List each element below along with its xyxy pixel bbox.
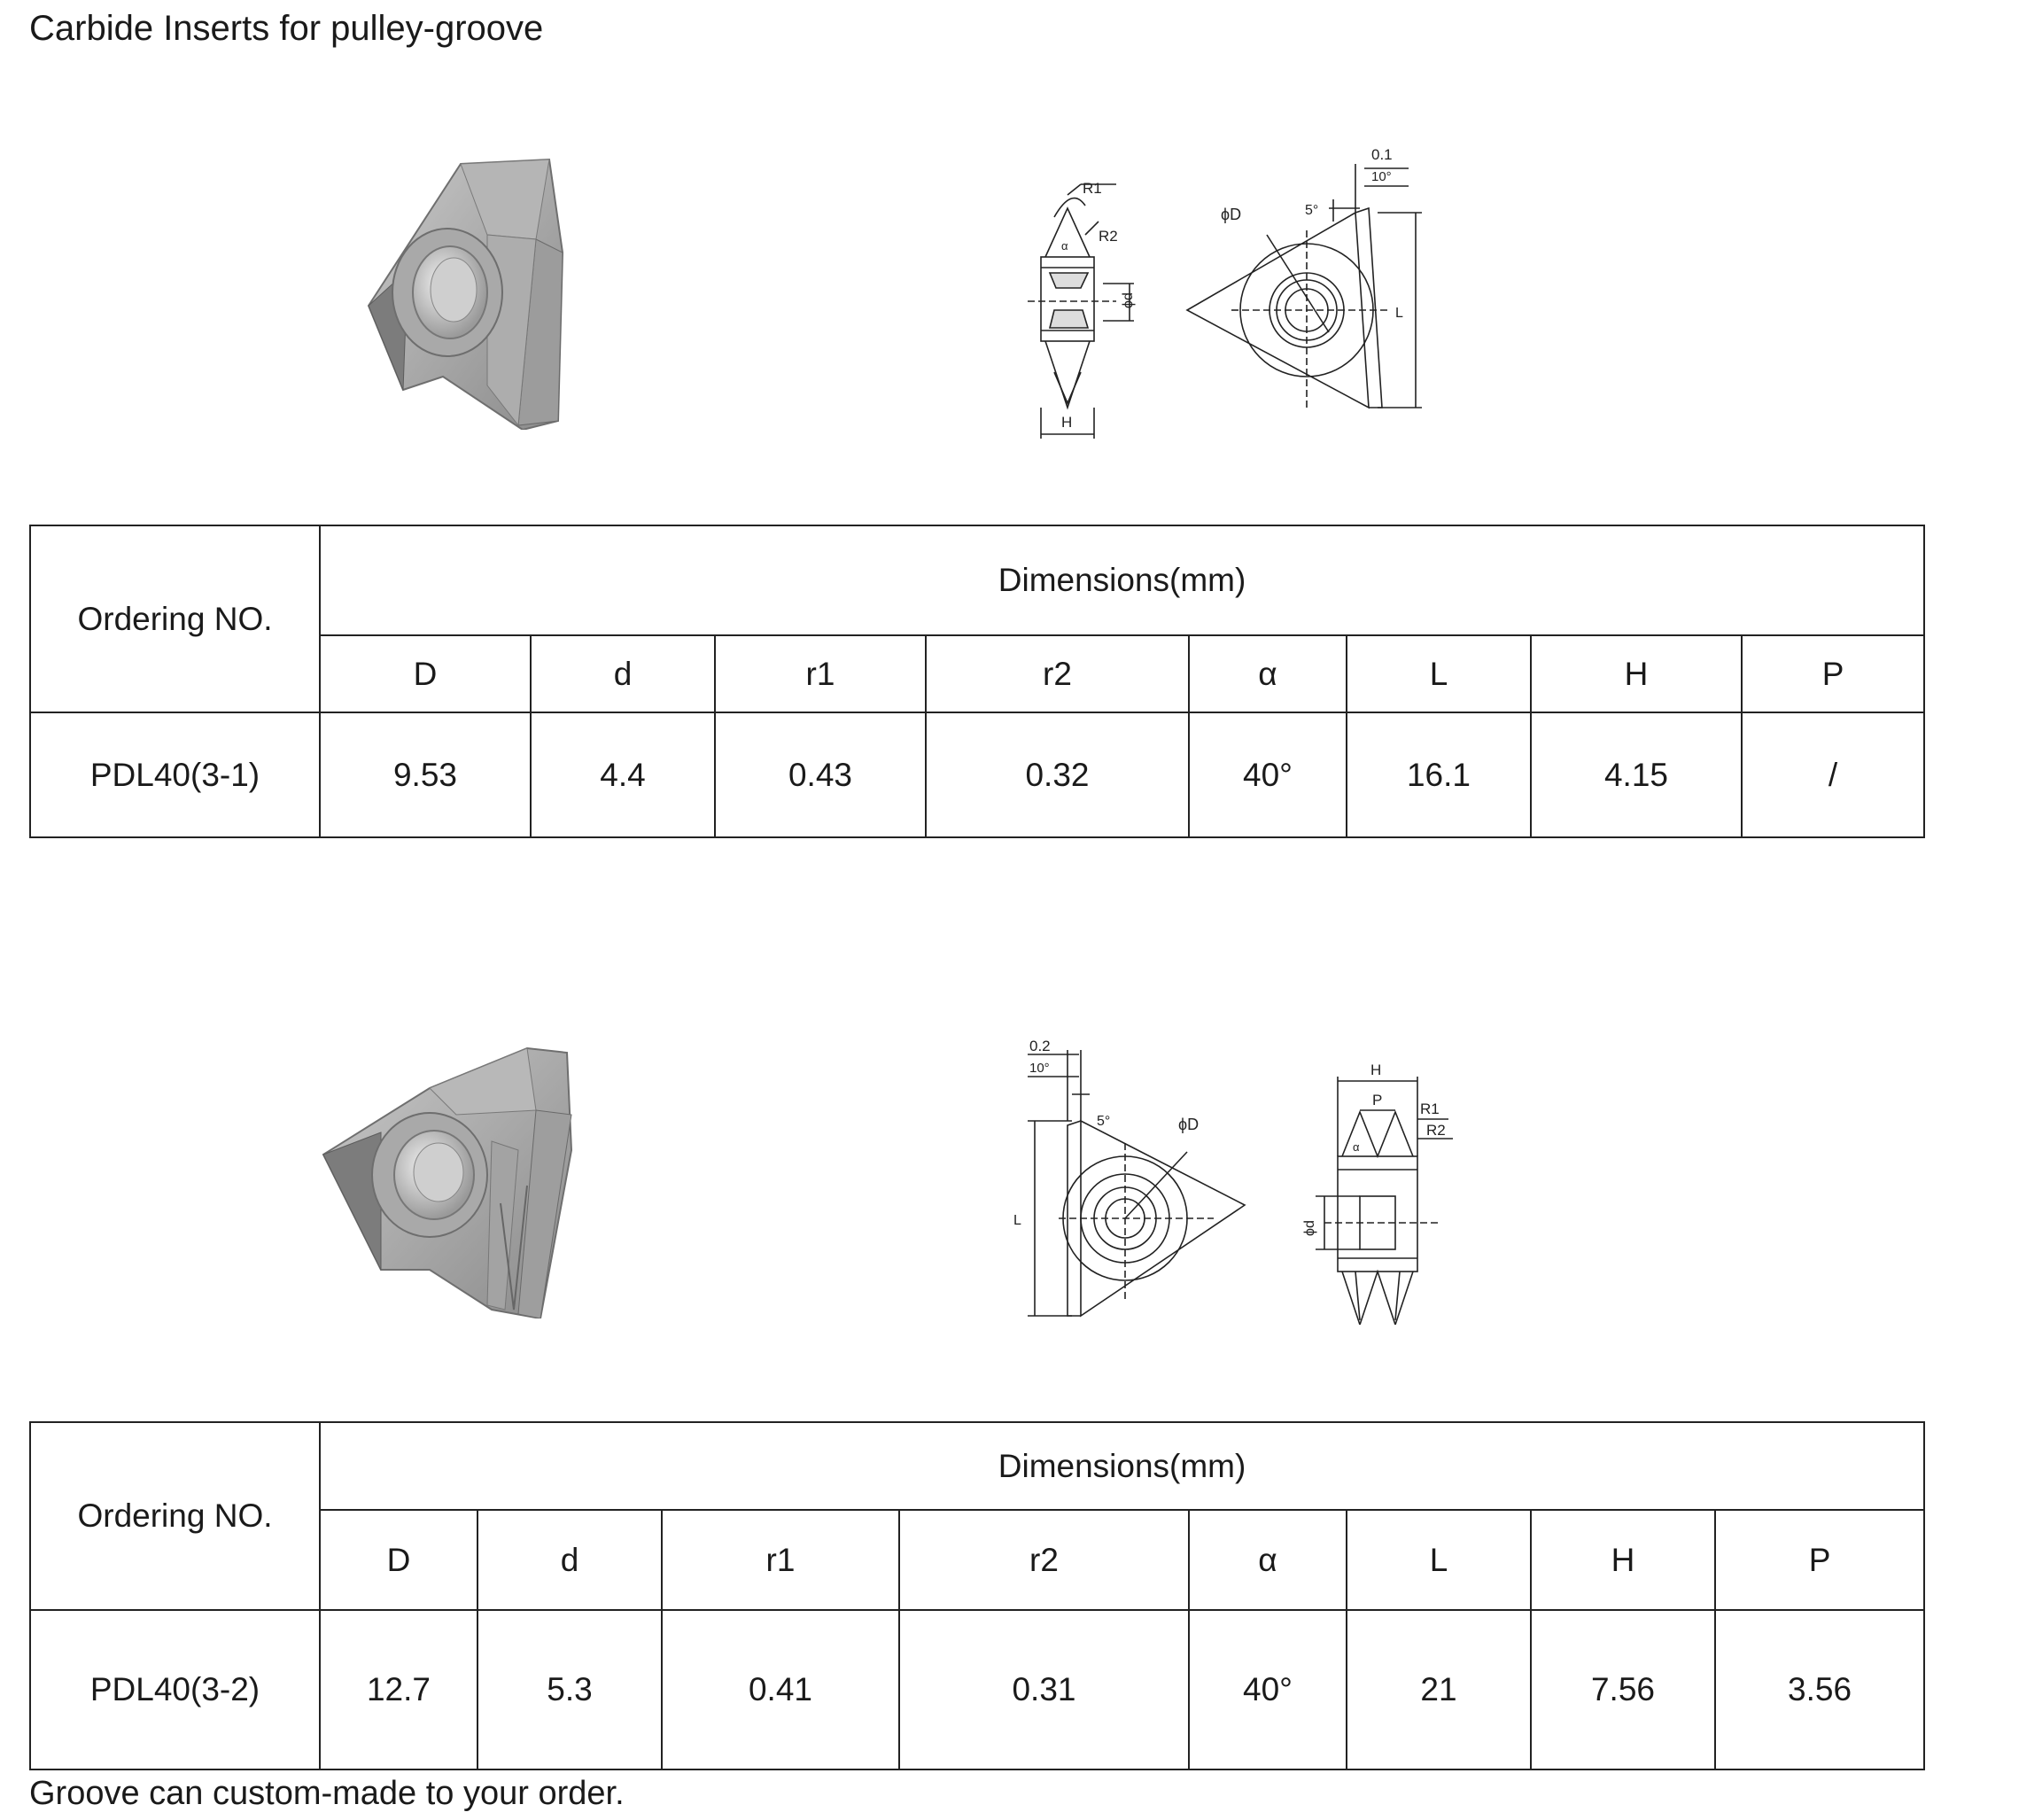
insert-top-view-drawing-2 bbox=[1010, 1037, 1258, 1329]
label-alpha: α bbox=[1353, 1140, 1360, 1154]
column-header: L bbox=[1347, 635, 1531, 712]
column-header: α bbox=[1189, 635, 1347, 712]
column-header: L bbox=[1347, 1510, 1531, 1610]
insert-side-view-drawing-2 bbox=[1289, 1059, 1466, 1325]
label-r2: R2 bbox=[1099, 228, 1118, 245]
column-header: d bbox=[478, 1510, 662, 1610]
label-r1: R1 bbox=[1420, 1101, 1440, 1117]
dimensions-table-2 bbox=[29, 1421, 1925, 1770]
insert-3d-render-1 bbox=[354, 155, 585, 430]
value-cell: 0.43 bbox=[715, 712, 926, 837]
value-cell: 0.32 bbox=[926, 712, 1189, 837]
value-cell: 21 bbox=[1347, 1610, 1531, 1769]
label-alpha: α bbox=[1061, 239, 1068, 253]
value-cell: 9.53 bbox=[320, 712, 531, 837]
column-header: D bbox=[320, 635, 531, 712]
label-h: H bbox=[1061, 414, 1073, 431]
dimensions-table-1 bbox=[29, 525, 1925, 838]
table-row bbox=[30, 1610, 1924, 1769]
insert-top-view-drawing-1 bbox=[1178, 142, 1435, 425]
table-row bbox=[30, 712, 1924, 837]
column-header: H bbox=[1531, 635, 1742, 712]
value-cell: 4.4 bbox=[531, 712, 715, 837]
column-header: P bbox=[1742, 635, 1924, 712]
value-cell: 40° bbox=[1189, 712, 1347, 837]
ordering-no-cell: PDL40(3-2) bbox=[30, 1610, 320, 1769]
dimensions-header: Dimensions(mm) bbox=[320, 525, 1924, 635]
ordering-no-header: Ordering NO. bbox=[30, 1422, 320, 1610]
value-cell: 12.7 bbox=[320, 1610, 478, 1769]
label-phi-d: ϕd bbox=[1302, 1220, 1317, 1236]
label-angle-5: 5° bbox=[1097, 1114, 1111, 1129]
label-r1: R1 bbox=[1083, 180, 1102, 197]
label-phi-D: ϕD bbox=[1178, 1116, 1200, 1133]
document-title: Carbide Inserts for pulley-groove bbox=[29, 9, 544, 48]
value-cell: 7.56 bbox=[1531, 1610, 1715, 1769]
label-l: L bbox=[1013, 1213, 1021, 1228]
value-cell: 0.41 bbox=[662, 1610, 899, 1769]
value-cell: 0.31 bbox=[899, 1610, 1189, 1769]
column-header: P bbox=[1715, 1510, 1924, 1610]
label-tol-angle: 10° bbox=[1371, 169, 1392, 184]
label-r2: R2 bbox=[1426, 1122, 1446, 1139]
ordering-no-header: Ordering NO. bbox=[30, 525, 320, 712]
insert-side-view-drawing-1 bbox=[1019, 168, 1161, 443]
label-phi-D: ϕD bbox=[1221, 206, 1242, 223]
label-angle-5: 5° bbox=[1305, 203, 1319, 218]
column-header: r1 bbox=[662, 1510, 899, 1610]
value-cell: 3.56 bbox=[1715, 1610, 1924, 1769]
label-p: P bbox=[1372, 1092, 1383, 1108]
column-header: r2 bbox=[926, 635, 1189, 712]
label-tol-angle: 10° bbox=[1029, 1061, 1050, 1076]
label-l: L bbox=[1395, 306, 1403, 321]
label-tol-value: 0.2 bbox=[1029, 1038, 1051, 1054]
label-h: H bbox=[1370, 1062, 1382, 1078]
label-phi-d: ϕd bbox=[1121, 292, 1136, 308]
insert-3d-render-2 bbox=[314, 1044, 580, 1318]
footer-note: Groove can custom-made to your order. bbox=[29, 1775, 625, 1812]
value-cell: / bbox=[1742, 712, 1924, 837]
label-tol-value: 0.1 bbox=[1371, 146, 1393, 163]
column-header: D bbox=[320, 1510, 478, 1610]
ordering-no-cell: PDL40(3-1) bbox=[30, 712, 320, 837]
column-header: α bbox=[1189, 1510, 1347, 1610]
column-header: d bbox=[531, 635, 715, 712]
value-cell: 40° bbox=[1189, 1610, 1347, 1769]
value-cell: 16.1 bbox=[1347, 712, 1531, 837]
value-cell: 4.15 bbox=[1531, 712, 1742, 837]
value-cell: 5.3 bbox=[478, 1610, 662, 1769]
dimensions-header: Dimensions(mm) bbox=[320, 1422, 1924, 1510]
column-header: H bbox=[1531, 1510, 1715, 1610]
column-header: r1 bbox=[715, 635, 926, 712]
column-header: r2 bbox=[899, 1510, 1189, 1610]
